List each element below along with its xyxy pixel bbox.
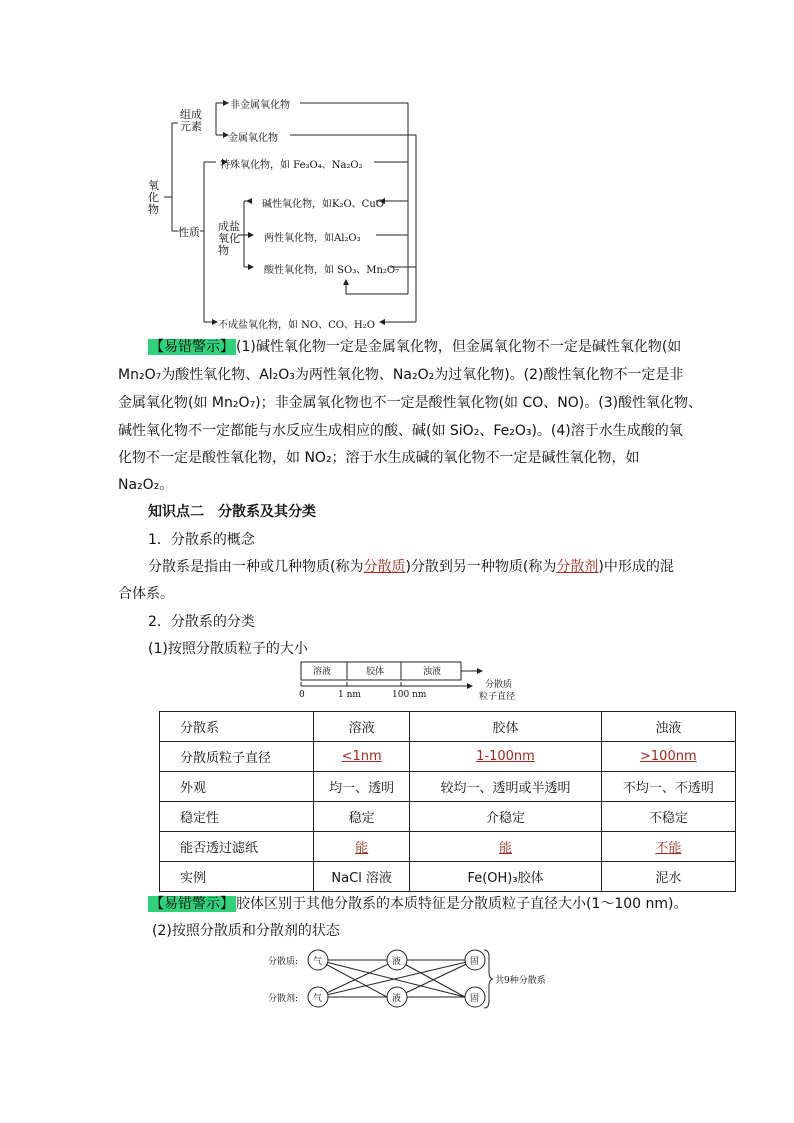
warning1-line2: Mn₂O₇为酸性氧化物、Al₂O₃为两性氧化物、Na₂O₂为过氧化物)。(2)酸性氧化物不一定是非 [118,367,684,383]
table-cell: >100nm [601,742,735,772]
tree-composition-label: 组成元素 [180,108,202,133]
warning1-line5: 化物不一定是酸性氧化物，如 NO₂；溶于水生成碱的氧化物不一定是碱性氧化物，如 [118,450,640,466]
tree-metal-oxide: 金属氧化物 [228,133,278,144]
table-row-label: 稳定性 [160,802,314,832]
subsection-by-state: (2)按照分散质和分散剂的状态 [152,923,340,939]
axis-seg-solution: 溶液 [313,667,332,677]
state-solid-top: 固 [470,957,480,967]
section-title: 知识点二 分散系及其分类 [148,504,316,520]
tree-acidic-oxide: 酸性氧化物，如 SO₃、Mn₂O₇ [264,265,400,276]
table-header-cell: 溶液 [314,712,410,742]
table-cell: 不稳定 [601,802,735,832]
table-cell: 均一、透明 [314,772,410,802]
definition-line1: 分散系是指由一种或几种物质(称为分散质)分散到另一种物质(称为分散剂)中形成的混 [148,559,674,575]
table-cell: 介稳定 [410,802,601,832]
table-row [160,742,736,772]
axis-seg-colloid: 胶体 [366,667,385,677]
axis-label-1: 分散质 [485,680,513,690]
table-row-label: 外观 [160,772,314,802]
term-dispersed-phase: 分散质 [363,559,406,575]
table-cell: 不能 [601,832,735,862]
table-header-cell: 浊液 [601,712,735,742]
warning1-line3: 金属氧化物(如 Mn₂O₇)；非金属氧化物也不一定是酸性氧化物(如 CO、NO)。(3)酸性氧化物、 [118,395,703,411]
table-row-label: 能否透过滤纸 [160,832,314,862]
table-row [160,832,736,862]
tree-basic-oxide: 碱性氧化物，如K₂O、CuO [262,199,384,210]
state-liquid-bottom: 液 [392,994,402,1004]
tree-root-label: 氧化物 [148,179,159,216]
table-cell: 1-100nm [410,742,601,772]
tree-amphoteric-oxide: 两性氧化物，如Al₂O₃ [264,233,361,244]
axis-tick-1nm: 1 nm [338,690,361,700]
tree-special-oxide: 特殊氧化物，如 Fe₃O₄、Na₂O₂ [220,160,363,171]
table-cell: <1nm [314,742,410,772]
table-cell: NaCl 溶液 [314,862,410,892]
warning1-line1: 【易错警示】 (1)碱性氧化物一定是金属氧化物，但金属氧化物不一定是碱性氧化物(如 [150,339,682,355]
axis-label-2: 粒子直径 [479,692,516,702]
table-row-label: 分散质粒子直径 [160,742,314,772]
table-cell: 能 [314,832,410,862]
axis-tick-100nm: 100 nm [392,690,427,700]
warning1-line6: Na₂O₂。 [118,477,174,493]
warning2-badge: 【易错警示】 [150,896,234,912]
table-cell: 较均一、透明或半透明 [410,772,601,802]
tree-property-label: 性质 [178,226,200,239]
table-cell: 不均一、不透明 [601,772,735,802]
definition-line2: 合体系。 [118,586,174,602]
subsection-by-size: (1)按照分散质粒子的大小 [148,641,308,657]
state-gas-top: 气 [313,957,323,967]
table-row [160,862,736,892]
tree-nonmetal-oxide: 非金属氧化物 [230,100,290,111]
states-row1-label: 分散质: [268,957,299,967]
axis-tick-0: 0 [299,690,305,700]
term-dispersion-medium: 分散剂 [556,559,599,575]
table-cell: 稳定 [314,802,410,832]
state-solid-bottom: 固 [470,994,480,1004]
table-cell: Fe(OH)₃胶体 [410,862,601,892]
table-header-cell: 分散系 [160,712,314,742]
warning1-badge: 【易错警示】 [150,339,234,355]
axis-seg-suspension: 浊液 [423,667,442,677]
states-total: 共9种分散系 [495,976,546,986]
table-header-cell: 胶体 [410,712,601,742]
table-cell: 泥水 [601,862,735,892]
state-gas-bottom: 气 [313,994,323,1004]
table-row [160,772,736,802]
subsection-classification: 2．分散系的分类 [148,614,255,630]
state-liquid-top: 液 [392,957,402,967]
subsection-concept: 1．分散系的概念 [148,532,255,548]
states-row2-label: 分散剂: [268,994,299,1004]
warning2-line: 【易错警示】 胶体区别于其他分散系的本质特征是分散质粒子直径大小(1～100 nm)。 [150,896,688,912]
table-header-row [160,712,736,742]
dispersion-table [159,711,736,892]
table-cell: 能 [410,832,601,862]
tree-salt-forming-label: 成盐氧化物 [218,220,240,257]
table-row-label: 实例 [160,862,314,892]
tree-non-salt-oxide: 不成盐氧化物，如 NO、CO、H₂O [218,320,375,331]
table-row [160,802,736,832]
warning1-line4: 碱性氧化物不一定都能与水反应生成相应的酸、碱(如 SiO₂、Fe₂O₃)。(4)溶于水生成酸的氧 [118,423,683,439]
